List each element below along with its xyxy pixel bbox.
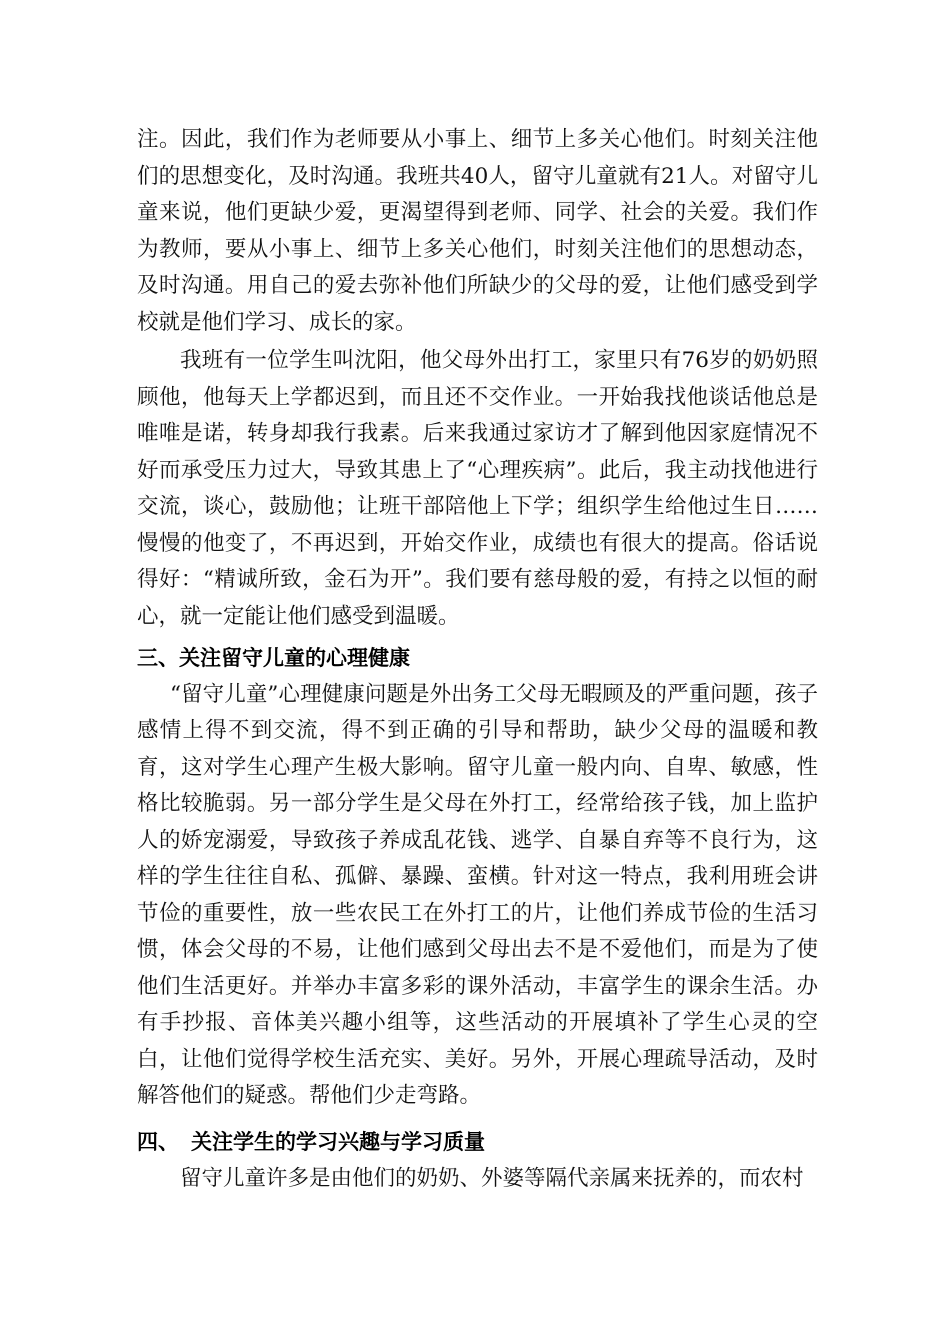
section-4-heading-title: 关注学生的学习兴趣与学习质量 [191,1130,485,1154]
section-4 [137,1124,818,1197]
story-paragraph: 我班有一位学生叫沈阳，他父母外出打工，家里只有76岁的奶奶照顾他，他每天上学都迟到，而且还不交作业。一开始我找他谈话他总是唯唯是诺，转身却我行我素。后来我通过家访才了解到他因家庭情况不好而承受压力过大，导致其患上了“心理疾病”。此后，我主动找他进行交流，谈心，鼓励他；让班干部陪他上下学；组织学生给他过生日……慢慢的他变了，不再迟到，开始交作业，成绩也有很大的提高。俗话说得好：“精诚所致，金石为开”。我们要有慈母般的爱，有持之以恒的耐心，就一定能让他们感受到温暖。 [137,348,818,629]
intro-section [137,122,818,341]
section-4-heading-number: 四、 [137,1130,179,1154]
intro-paragraph: 注。因此，我们作为老师要从小事上、细节上多关心他们。时刻关注他们的思想变化，及时沟通。我班共40人，留守儿童就有21人。对留守儿童来说，他们更缺少爱，更渴望得到老师、同学、社会的关爱。我们作为教师，要从小事上、细节上多关心他们，时刻关注他们的思想动态，及时沟通。用自己的爱去弥补他们所缺少的父母的爱，让他们感受到学校就是他们学习、成长的家。 [137,127,818,335]
section-4-paragraph: 留守儿童许多是由他们的奶奶、外婆等隔代亲属来抚养的，而农村 [180,1165,804,1191]
section-3-heading: 三、关注留守儿童的心理健康 [137,646,410,670]
story-section [137,343,818,635]
section-4-heading [137,1124,818,1161]
section-3-paragraph: “留守儿童”心理健康问题是外出务工父母无暇顾及的严重问题，孩子感情上得不到交流，得不到正确的引导和帮助，缺少父母的温暖和教育，这对学生心理产生极大影响。留守儿童一般内向、自卑、敏感，性格比较脆弱。另一部分学生是父母在外打工，经常给孩子钱，加上监护人的娇宠溺爱，导致孩子养成乱花钱、逃学、自暴自弃等不良行为，这样的学生往往自私、孤僻、暴躁、蛮横。针对这一特点，我利用班会讲节俭的重要性，放一些农民工在外打工的片，让他们养成节俭的生活习惯，体会父母的不易，让他们感到父母出去不是不爱他们，而是为了使他们生活更好。并举办丰富多彩的课外活动，丰富学生的课余生活。办有手抄报、音体美兴趣小组等，这些活动的开展填补了学生心灵的空白，让他们觉得学校生活充实、美好。另外，开展心理疏导活动，及时解答他们的疑惑。帮他们少走弯路。 [137,681,818,1108]
section-3 [137,640,818,1115]
